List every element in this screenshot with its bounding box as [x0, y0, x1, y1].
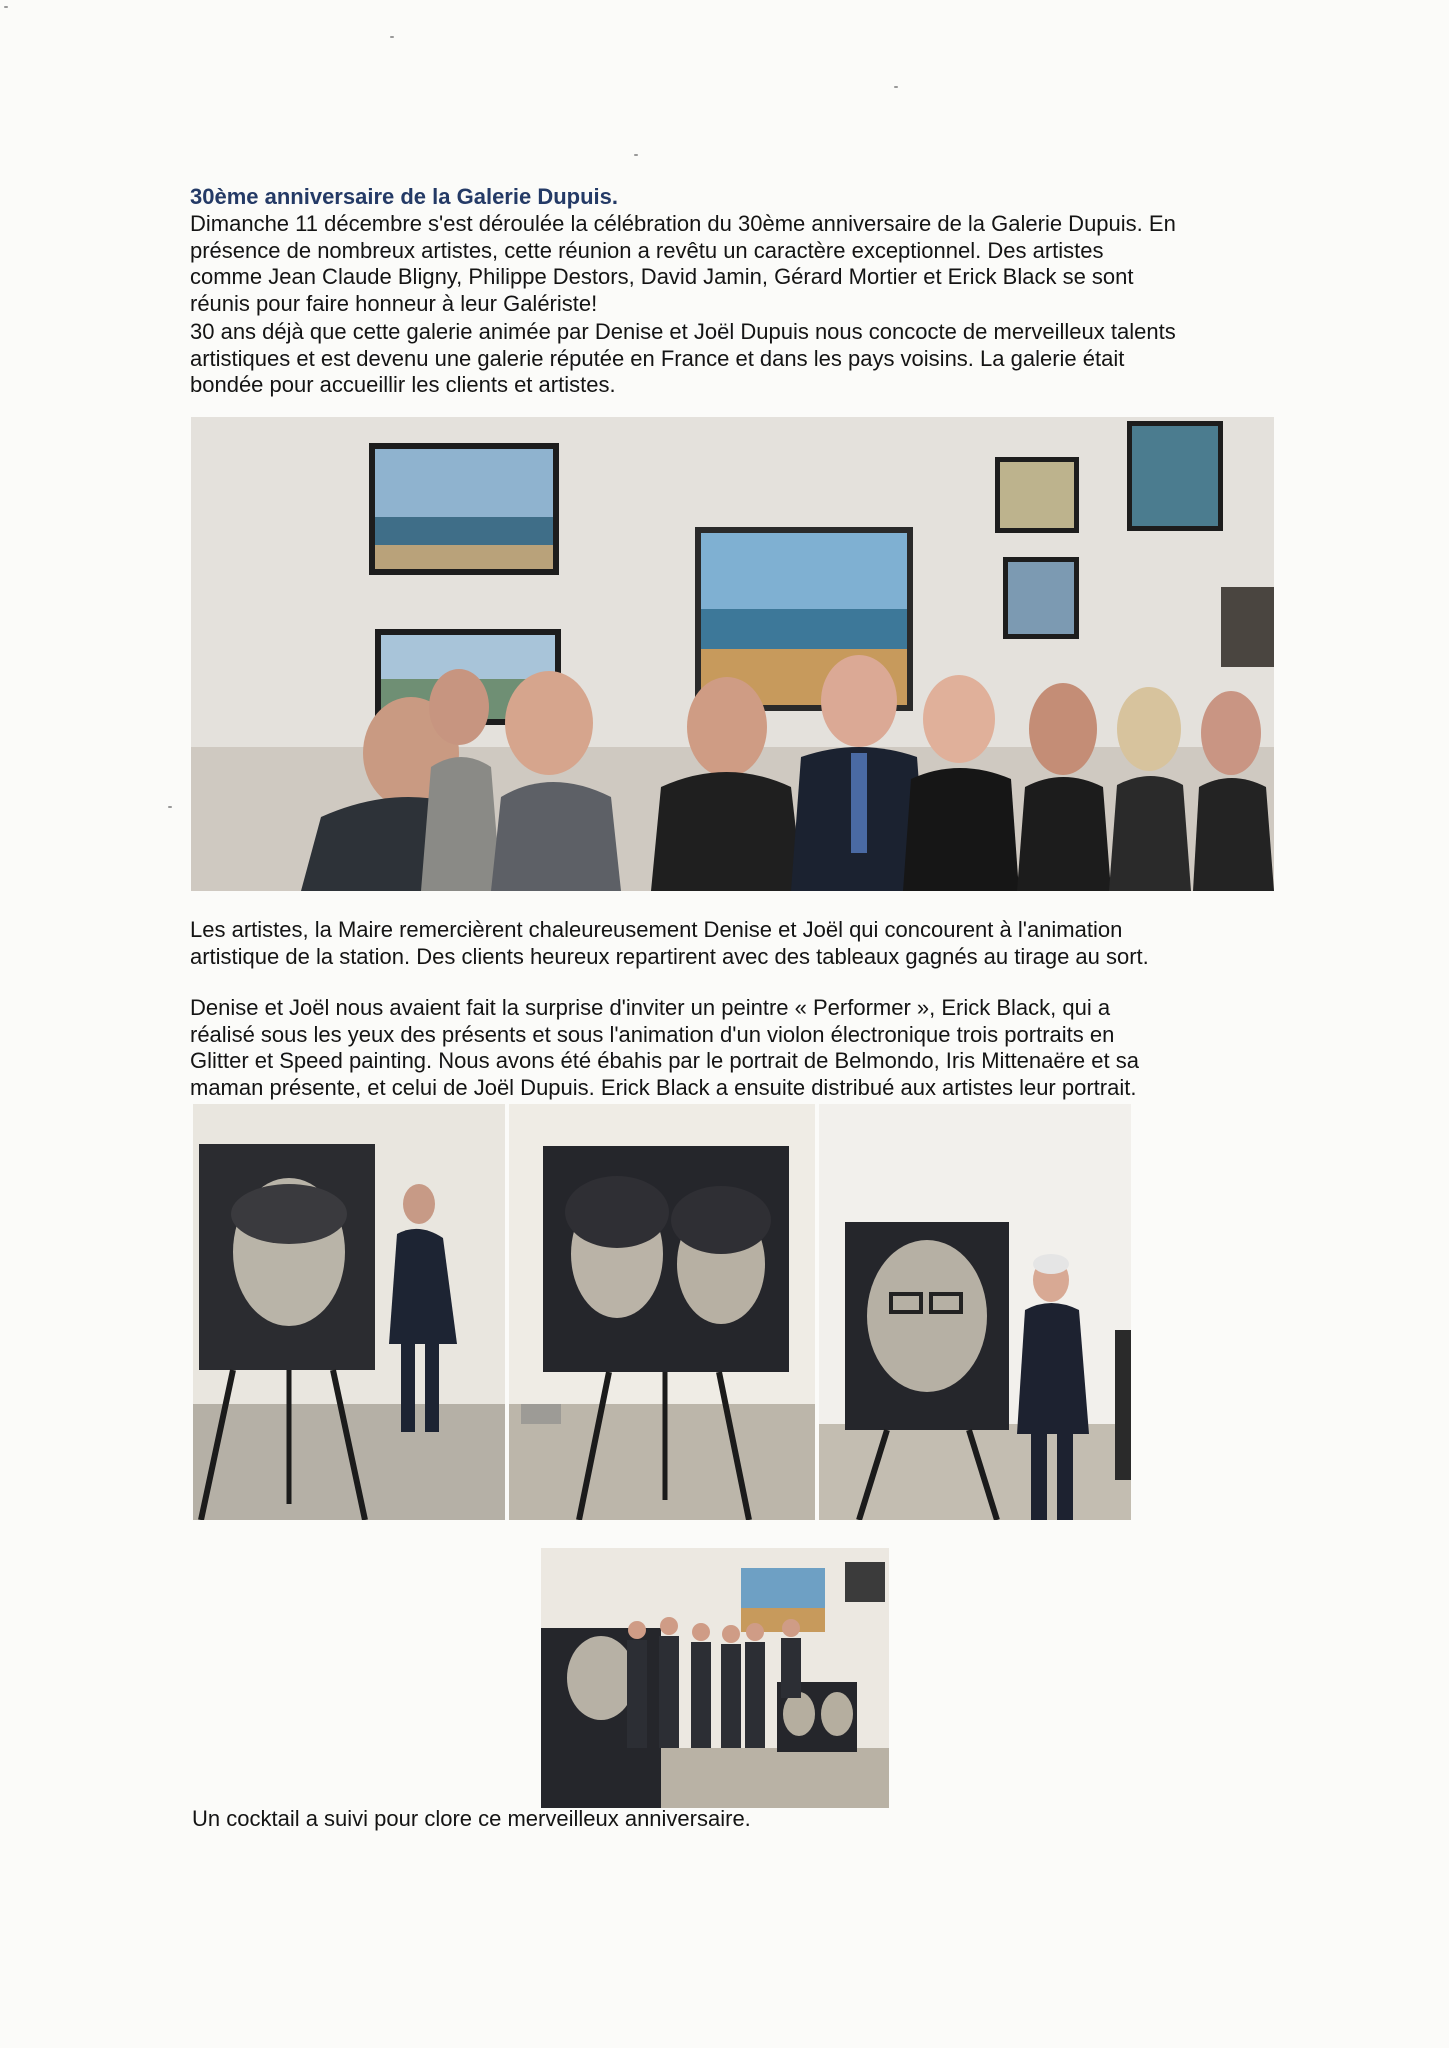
text-line: Dimanche 11 décembre s'est déroulée la célébration du 30ème anniversaire de la Galerie Dupuis. En — [190, 211, 1176, 236]
artists-group-photo — [541, 1548, 889, 1808]
closing-sentence: Un cocktail a suivi pour clore ce merveilleux anniversaire. — [192, 1806, 751, 1831]
dupuis-portrait-photo — [819, 1104, 1131, 1520]
mittenaere-portrait-photo — [509, 1104, 815, 1520]
paragraph-intro — [190, 211, 1275, 317]
text-line: artistique de la station. Des clients heureux repartirent avec des tableaux gagnés au tirage au sort. — [190, 943, 1149, 969]
paragraph-thanks — [190, 917, 1275, 970]
text-line: maman présente, et celui de Joël Dupuis. Erick Black a ensuite distribué aux artistes leur portrait. — [190, 1074, 1137, 1100]
gallery-crowd-photo — [191, 417, 1274, 891]
text-line: réunis pour faire honneur à leur Galériste! — [190, 290, 598, 316]
text-line: artistiques et est devenu une galerie réputée en France et dans les pays voisins. La galerie était — [190, 345, 1125, 371]
article-title: 30ème anniversaire de la Galerie Dupuis. — [190, 184, 618, 209]
paragraph-gallery — [190, 319, 1275, 399]
belmondo-portrait-photo — [193, 1104, 505, 1520]
text-line: Glitter et Speed painting. Nous avons été ébahis par le portrait de Belmondo, Iris Mittenaëre et sa — [190, 1048, 1139, 1073]
text-line: présence de nombreux artistes, cette réunion a revêtu un caractère exceptionnel. Des artistes — [190, 237, 1104, 263]
text-line: bondée pour accueillir les clients et artistes. — [190, 372, 616, 397]
scan-speck — [634, 154, 638, 156]
scan-speck — [168, 806, 172, 808]
scan-speck — [4, 6, 8, 8]
text-line: Denise et Joël nous avaient fait la surprise d'inviter un peintre « Performer », Erick Black, qui a — [190, 995, 1111, 1020]
text-line: comme Jean Claude Bligny, Philippe Destors, David Jamin, Gérard Mortier et Erick Black se sont — [190, 264, 1134, 289]
text-line: 30 ans déjà que cette galerie animée par Denise et Joël Dupuis nous concocte de merveilleux talents — [190, 319, 1176, 344]
scan-speck — [390, 36, 394, 38]
text-line: Les artistes, la Maire remercièrent chaleureusement Denise et Joël qui concourent à l'animation — [190, 917, 1123, 942]
text-line: réalisé sous les yeux des présents et sous l'animation d'un violon électronique trois portraits en — [190, 1021, 1115, 1047]
paragraph-performer — [190, 995, 1275, 1101]
scan-speck — [894, 86, 898, 88]
